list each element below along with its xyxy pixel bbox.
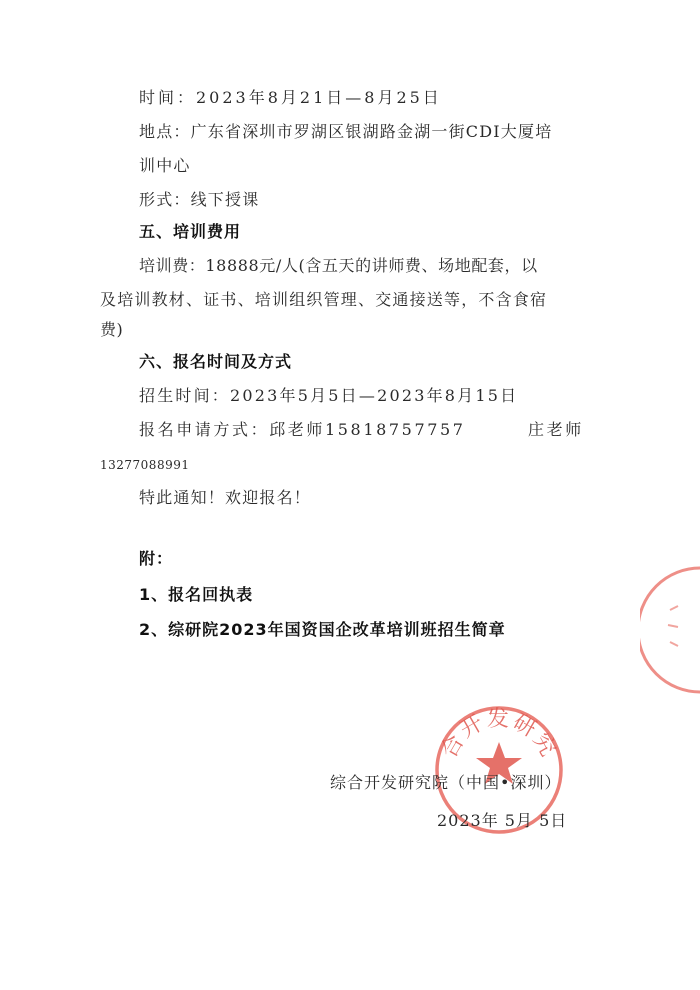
enroll-time: 招生时间：2023年5月5日—2023年8月15日 xyxy=(139,386,519,405)
training-format: 形式：线下授课 xyxy=(139,190,260,209)
fee-line2: 及培训教材、证书、培训组织管理、交通接送等，不含食宿 xyxy=(100,290,548,309)
training-location-line2: 训中心 xyxy=(139,156,191,175)
training-location-line1: 地点：广东省深圳市罗湖区银湖路金湖一街CDI大厦培 xyxy=(139,122,553,141)
registration-contact2: 庄老师 xyxy=(528,420,584,439)
attachment-item-2: 2、综研院2023年国资国企改革培训班招生简章 xyxy=(139,620,506,639)
closing-notice: 特此通知！欢迎报名！ xyxy=(139,488,312,507)
training-time: 时间：2023年8月21日—8月25日 xyxy=(139,88,442,107)
registration-heading: 六、报名时间及方式 xyxy=(139,352,293,371)
seal-text: 合开发研究 xyxy=(436,707,562,763)
registration-phone2: 13277088991 xyxy=(100,458,190,472)
attachment-item-1: 1、报名回执表 xyxy=(139,585,254,604)
fee-line1: 培训费：18888元/人(含五天的讲师费、场地配套，以 xyxy=(139,256,538,275)
attachments-heading: 附： xyxy=(139,549,174,568)
fee-heading: 五、培训费用 xyxy=(139,222,242,241)
signature-org: 综合开发研究院（中国•深圳） xyxy=(330,773,562,792)
signature-date: 2023年 5月 5日 xyxy=(437,811,568,830)
paging-seal-icon xyxy=(640,560,700,700)
fee-line3: 费) xyxy=(100,320,124,339)
registration-method: 报名申请方式：邱老师15818757757 xyxy=(139,420,466,439)
